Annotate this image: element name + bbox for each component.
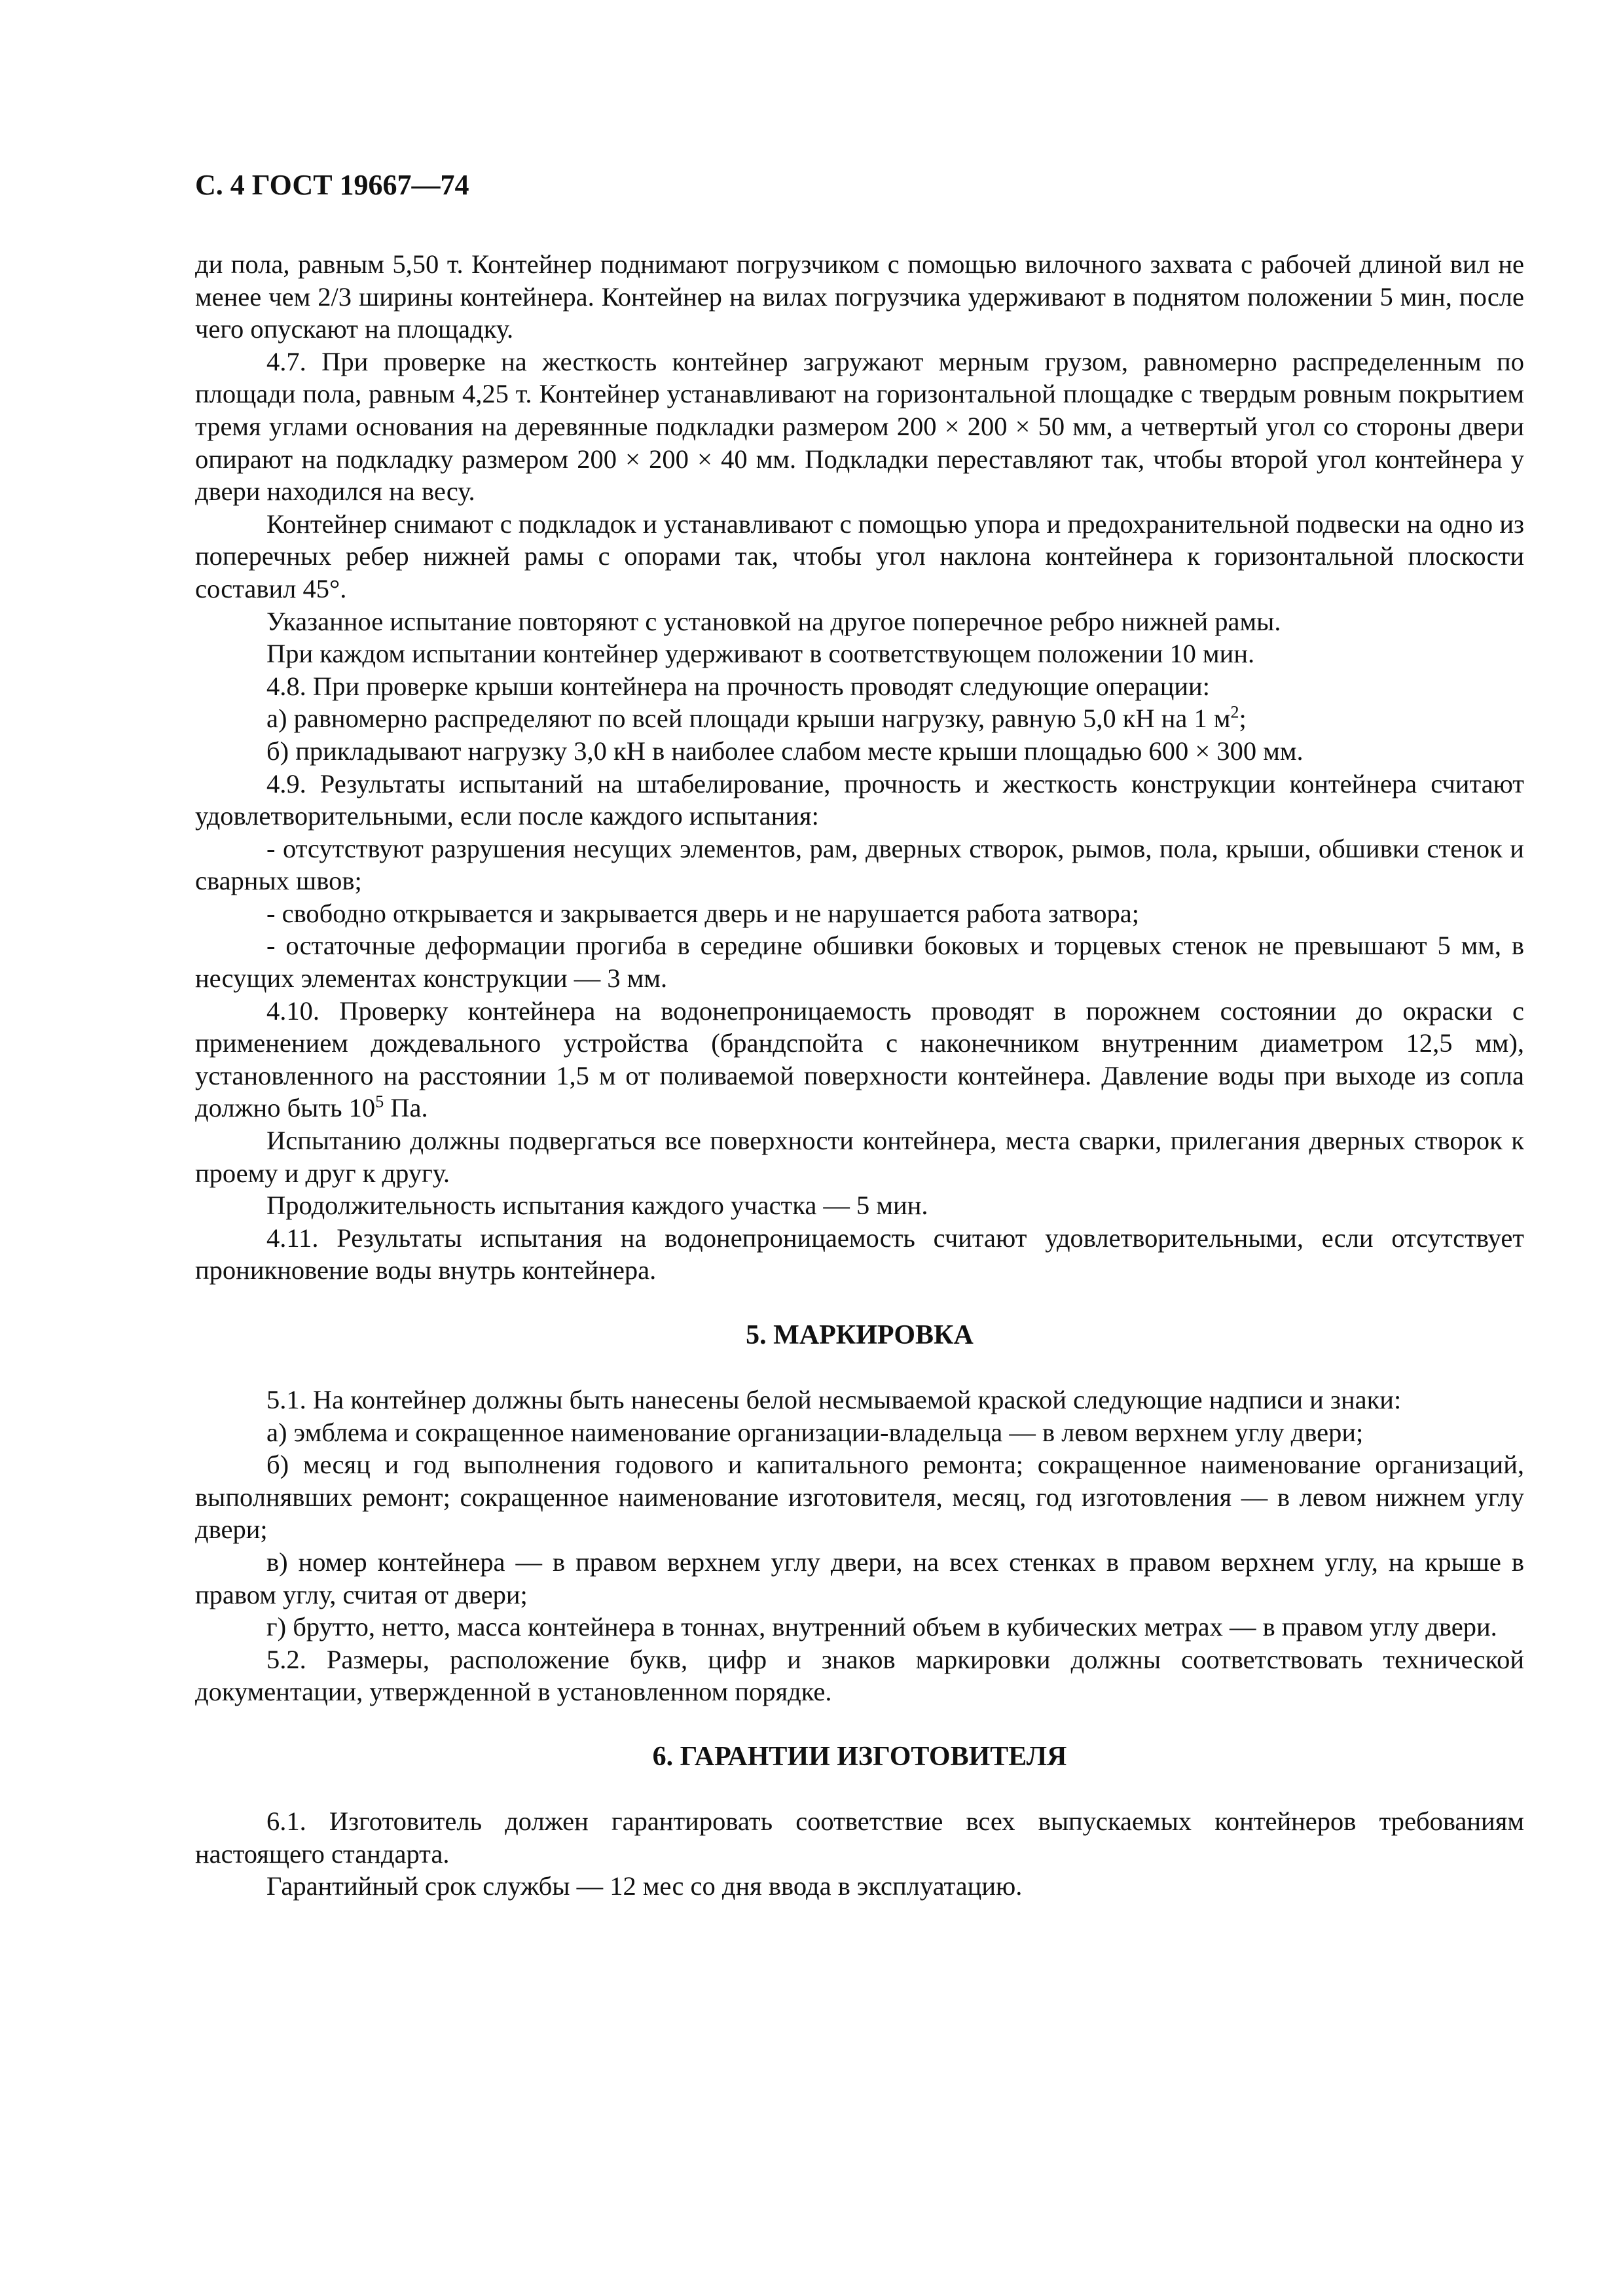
paragraph: 4.9. Результаты испытаний на штабелирование, прочность и жесткость конструкции контейнера считают удовлетворительными, если после каждого испытания: bbox=[195, 768, 1524, 831]
section-4-water bbox=[195, 1124, 1524, 1287]
water-test-end: Па. bbox=[384, 1093, 428, 1123]
paragraph: б) прикладывают нагрузку 3,0 кН в наиболее слабом месте крыши площадью 600 × 300 мм. bbox=[266, 736, 1304, 766]
paragraph: в) номер контейнера — в правом верхнем углу двери, на всех стенках в правом верхнем углу, на крыше в правом углу, считая от двери; bbox=[195, 1547, 1524, 1609]
section-6-body bbox=[195, 1805, 1524, 1903]
paragraph: - остаточные деформации прогиба в середине обшивки боковых и торцевых стенок не превышают 5 мм, в несущих элементах конструкции — 3 мм. bbox=[195, 931, 1524, 994]
paragraph: Указанное испытание повторяют с установкой на другое поперечное ребро нижней рамы. bbox=[266, 606, 1281, 636]
section-4-results bbox=[195, 735, 1524, 995]
paragraph: 5.1. На контейнер должны быть нанесены белой несмываемой краской следующие надписи и знаки: bbox=[266, 1385, 1402, 1414]
superscript-squared: 2 bbox=[1230, 702, 1239, 722]
paragraph: б) месяц и год выполнения годового и капитального ремонта; сокращенное наименование организаций, выполнявших ремонт; сокращенное наименование изготовителя, месяц, год изготовления — в левом нижнем углу двери; bbox=[195, 1450, 1524, 1545]
roof-load-text: а) равномерно распределяют по всей площади крыши нагрузку, равную 5,0 кН на 1 м bbox=[266, 704, 1231, 734]
paragraph: Испытанию должны подвергаться все поверхности контейнера, места сварки, прилегания дверных створок к проему и друг к другу. bbox=[195, 1126, 1524, 1188]
paragraph: г) брутто, нетто, масса контейнера в тоннах, внутренний объем в кубических метрах — в правом углу двери. bbox=[266, 1612, 1497, 1642]
paragraph: Контейнер снимают с подкладок и устанавливают с помощью упора и предохранительной подвески на одно из поперечных ребер нижней рамы с опорами так, чтобы угол наклона контейнера к горизонтальной плоскости составил 45°. bbox=[195, 509, 1524, 603]
paragraph: 5.2. Размеры, расположение букв, цифр и знаков маркировки должны соответствовать технической документации, утвержденной в установленном порядке. bbox=[195, 1644, 1524, 1707]
section-6-title: 6. ГАРАНТИИ ИЗГОТОВИТЕЛЯ bbox=[652, 1741, 1067, 1772]
superscript-exponent: 5 bbox=[375, 1092, 384, 1111]
paragraph-water-test bbox=[195, 995, 1524, 1124]
paragraph: 6.1. Изготовитель должен гарантировать соответствие всех выпускаемых контейнеров требованиям настоящего стандарта. bbox=[195, 1806, 1524, 1869]
paragraph: При каждом испытании контейнер удерживают в соответствующем положении 10 мин. bbox=[266, 639, 1255, 669]
paragraph: а) эмблема и сокращенное наименование организации-владельца — в левом верхнем углу двери; bbox=[266, 1417, 1364, 1447]
section-5-body bbox=[195, 1384, 1524, 1708]
paragraph: Продолжительность испытания каждого участка — 5 мин. bbox=[266, 1191, 928, 1221]
document-page bbox=[195, 167, 1524, 1903]
paragraph: 4.8. При проверке крыши контейнера на прочность проводят следующие операции: bbox=[266, 671, 1210, 701]
section-4-continuation bbox=[195, 248, 1524, 702]
paragraph-roof-load bbox=[195, 702, 1524, 735]
section-5-title: 5. МАРКИРОВКА bbox=[746, 1320, 974, 1350]
paragraph: - свободно открывается и закрывается дверь и не нарушается работа затвора; bbox=[266, 898, 1140, 928]
water-test-text: 4.10. Проверку контейнера на водонепроницаемость проводят в порожнем состоянии до окраски с применением дождевального устройства (брандспойта с наконечником внутренним диаметром 12,5 мм), установленного на расстоянии 1,5 м от поливаемой поверхности контейнера. Давление воды при выходе из сопла должно быть 10 bbox=[195, 996, 1524, 1123]
roof-load-end: ; bbox=[1239, 704, 1247, 734]
paragraph: 4.7. При проверке на жесткость контейнер загружают мерным грузом, равномерно распределенным по площади пола, равным 4,25 т. Контейнер устанавливают на горизонтальной площадке с твердым ровным покрытием тремя углами основания на деревянные подкладки размером 200 × 200 × 50 мм, а четвертый угол со стороны двери опирают на подкладку размером 200 × 200 × 40 мм. Подкладки переставляют так, чтобы второй угол контейнера у двери находился на весу. bbox=[195, 346, 1524, 507]
paragraph: ди пола, равным 5,50 т. Контейнер поднимают погрузчиком с помощью вилочного захвата с рабочей длиной вил не менее чем 2/3 ширины контейнера. Контейнер на вилах погрузчика удерживают в поднятом положении 5 мин, после чего опускают на площадку. bbox=[195, 249, 1524, 344]
paragraph: - отсутствуют разрушения несущих элементов, рам, дверных створок, рымов, пола, крыши, обшивки стенок и сварных швов; bbox=[195, 833, 1524, 896]
page-header: С. 4 ГОСТ 19667—74 bbox=[195, 169, 469, 201]
paragraph: 4.11. Результаты испытания на водонепроницаемость считают удовлетворительными, если отсутствует проникновение воды внутрь контейнера. bbox=[195, 1223, 1524, 1285]
paragraph: Гарантийный срок службы — 12 мес со дня ввода в эксплуатацию. bbox=[266, 1871, 1023, 1901]
